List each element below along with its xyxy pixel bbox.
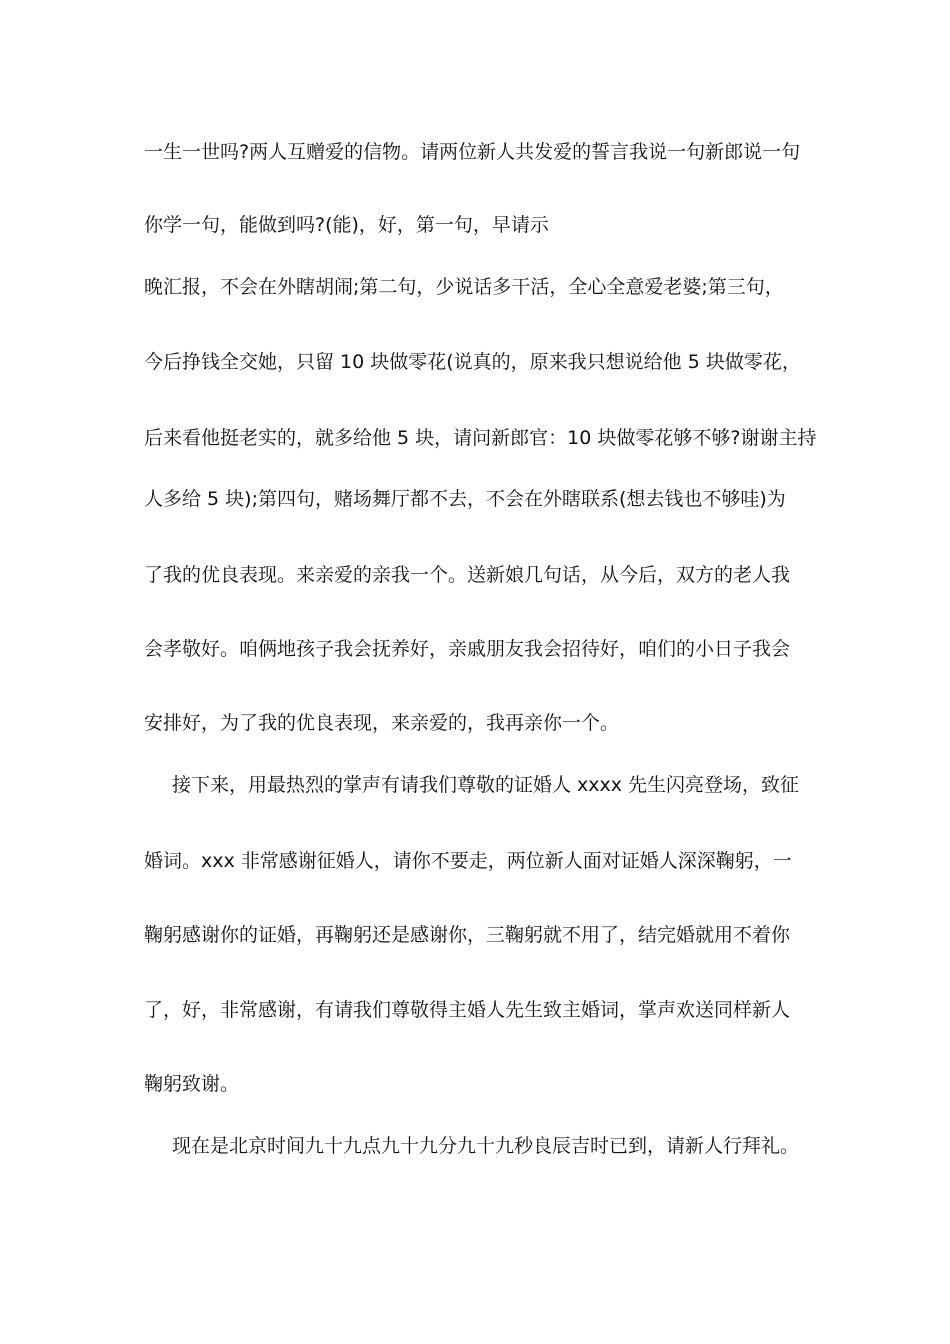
paragraph-2-line-2: 婚词。xxx 非常感谢征婚人，请你不要走，两位新人面对证婚人深深鞠躬，一 [144, 850, 792, 872]
text-line-5: 后来看他挺老实的，就多给他 5 块，请问新郎官：10 块做零花够不够?谢谢主持 [144, 427, 817, 449]
paragraph-2-line-5: 鞠躬致谢。 [144, 1073, 240, 1095]
paragraph-3-line-1: 现在是北京时间九十九点九十九分九十九秒良辰吉时已到，请新人行拜礼。 [172, 1135, 800, 1157]
text-line-4: 今后挣钱全交她，只留 10 块做零花(说真的，原来我只想说给他 5 块做零花， [144, 351, 801, 373]
text-line-3: 晚汇报，不会在外瞎胡闹;第二句，少说话多干活，全心全意爱老婆;第三句， [144, 276, 784, 298]
paragraph-2-line-4: 了，好，非常感谢，有请我们尊敬得主婚人先生致主婚词，掌声欢送同样新人 [144, 999, 791, 1021]
text-line-6: 人多给 5 块);第四句，赌场舞厅都不去，不会在外瞎联系(想去钱也不够哇)为 [144, 488, 786, 510]
paragraph-2-line-1: 接下来，用最热烈的掌声有请我们尊敬的证婚人 xxxx 先生闪亮登场，致征 [172, 774, 800, 796]
text-line-7: 了我的优良表现。来亲爱的亲我一个。送新娘几句话，从今后，双方的老人我 [144, 564, 791, 586]
text-line-8: 会孝敬好。咱俩地孩子我会抚养好，亲戚朋友我会招待好，咱们的小日子我会 [144, 638, 791, 660]
text-line-9: 安排好，为了我的优良表现，来亲爱的，我再亲你一个。 [144, 712, 620, 734]
paragraph-2-line-3: 鞠躬感谢你的证婚，再鞠躬还是感谢你，三鞠躬就不用了，结完婚就用不着你 [144, 924, 791, 946]
text-line-2: 你学一句，能做到吗?(能)，好，第一句，早请示 [144, 214, 549, 236]
text-line-1: 一生一世吗?两人互赠爱的信物。请两位新人共发爱的誓言我说一句新郎说一句 [144, 141, 801, 163]
